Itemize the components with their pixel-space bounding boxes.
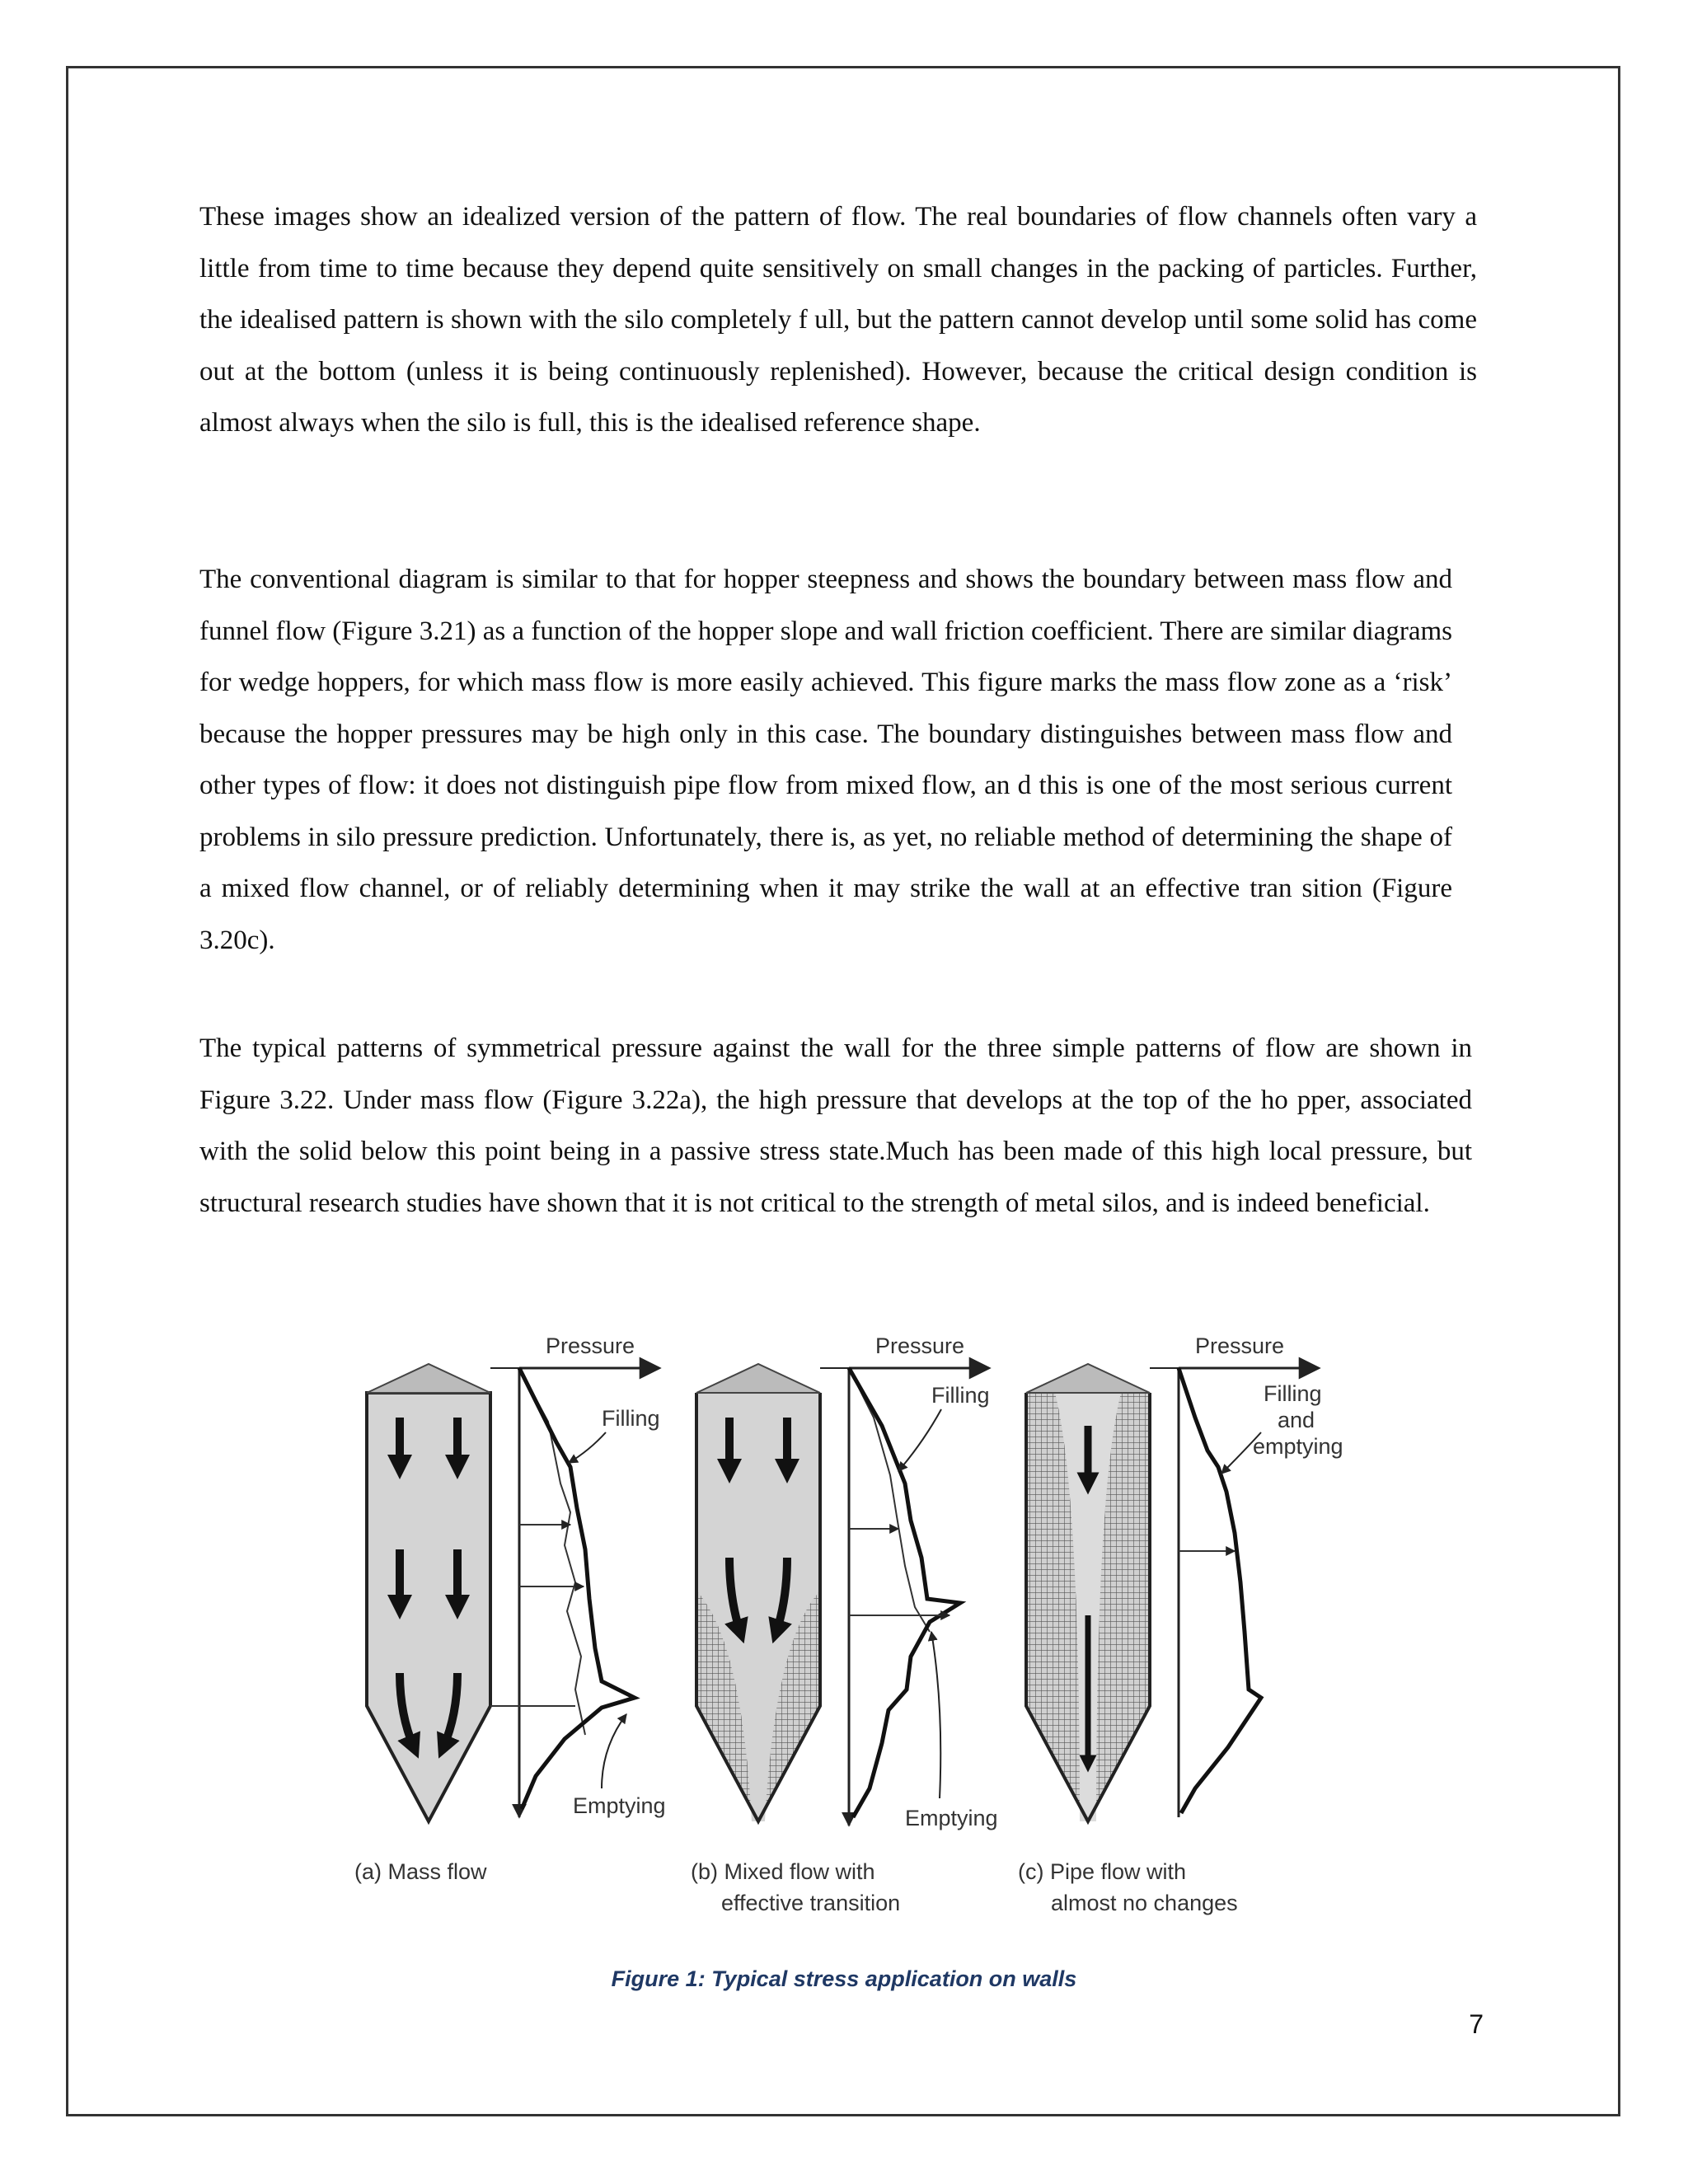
panel-b-emptying-label: Emptying — [905, 1806, 998, 1830]
figure-caption: Figure 1: Typical stress application on walls — [611, 1966, 1077, 1991]
panel-c-pressure-label: Pressure — [1195, 1333, 1285, 1358]
panel-b-pressure-label: Pressure — [875, 1333, 965, 1358]
panel-b-filling-label: Filling — [931, 1383, 990, 1408]
silo-b-heap — [696, 1364, 820, 1393]
panel-c-caption-line2: almost no changes — [1051, 1891, 1238, 1915]
panel-a-filling-label: Filling — [602, 1406, 660, 1431]
panel-c-label-line2: and — [1278, 1408, 1315, 1432]
panel-c-pipe-flow — [1018, 1333, 1343, 1915]
panel-a-emptying-label: Emptying — [573, 1793, 666, 1818]
silo-pressure-figure — [354, 1327, 1360, 1929]
panel-c-label-line1: Filling — [1264, 1381, 1322, 1406]
panel-a-caption: (a) Mass flow — [354, 1859, 487, 1884]
page-number: 7 — [1469, 2009, 1484, 2039]
silo-a-body — [367, 1393, 490, 1821]
silo-c-heap — [1026, 1364, 1150, 1393]
paragraph-flow-patterns: These images show an idealized version of the pattern of flow. The real boundaries of flow channels often vary a little from time to time because they depend quite sensitively on small changes in the packing of particles. Further, the idealised pattern is shown with the silo completely f ull, but the pattern cannot develop until some solid has come out at the bottom (unless it is being continuously replenished). However, because the critical design condition is almost always when the silo is full, this is the idealised reference shape. — [199, 202, 1477, 438]
paragraph-conventional-diagram: The conventional diagram is similar to that for hopper steepness and shows the boundary between mass flow and funnel flow (Figure 3.21) as a function of the hopper slope and wall friction coefficient. There are similar diagrams for wedge hoppers, for which mass flow is more easily achieved. This figure marks the mass flow zone as a ‘risk’ because the hopper pressures may be high only in this case. The boundary distinguishes between mass flow and other types of flow: it does not distinguish pipe flow from mixed flow, an d this is one of the most serious current problems in silo pressure prediction. Unfortunately, there is, as yet, no reliable method of determining the shape of a mixed flow channel, or of reliably determining when it may strike the wall at an effective tran sition (Figure 3.20c). — [199, 565, 1452, 955]
silo-a-heap — [367, 1364, 490, 1393]
panel-c-caption-line1: (c) Pipe flow with — [1018, 1859, 1187, 1884]
paragraph-pressure-patterns: The typical patterns of symmetrical pressure against the wall for the three simple patterns of flow are shown in Figure 3.22. Under mass flow (Figure 3.22a), the high pressure that develops at the top of the ho pper, associated with the solid below this point being in a passive stress state.Much has been made of this high local pressure, but structural research studies have shown that it is not critical to the strength of metal silos, and is indeed beneficial. — [199, 1033, 1472, 1218]
panel-b-mixed-flow — [691, 1333, 998, 1915]
silo-b-flow-zone — [696, 1393, 820, 1821]
panel-c-label-line3: emptying — [1253, 1434, 1343, 1459]
panel-a-pressure-label: Pressure — [546, 1333, 635, 1358]
panel-a-mass-flow — [354, 1333, 666, 1884]
panel-b-caption-line1: (b) Mixed flow with — [691, 1859, 875, 1884]
panel-b-caption-line2: effective transition — [721, 1891, 901, 1915]
